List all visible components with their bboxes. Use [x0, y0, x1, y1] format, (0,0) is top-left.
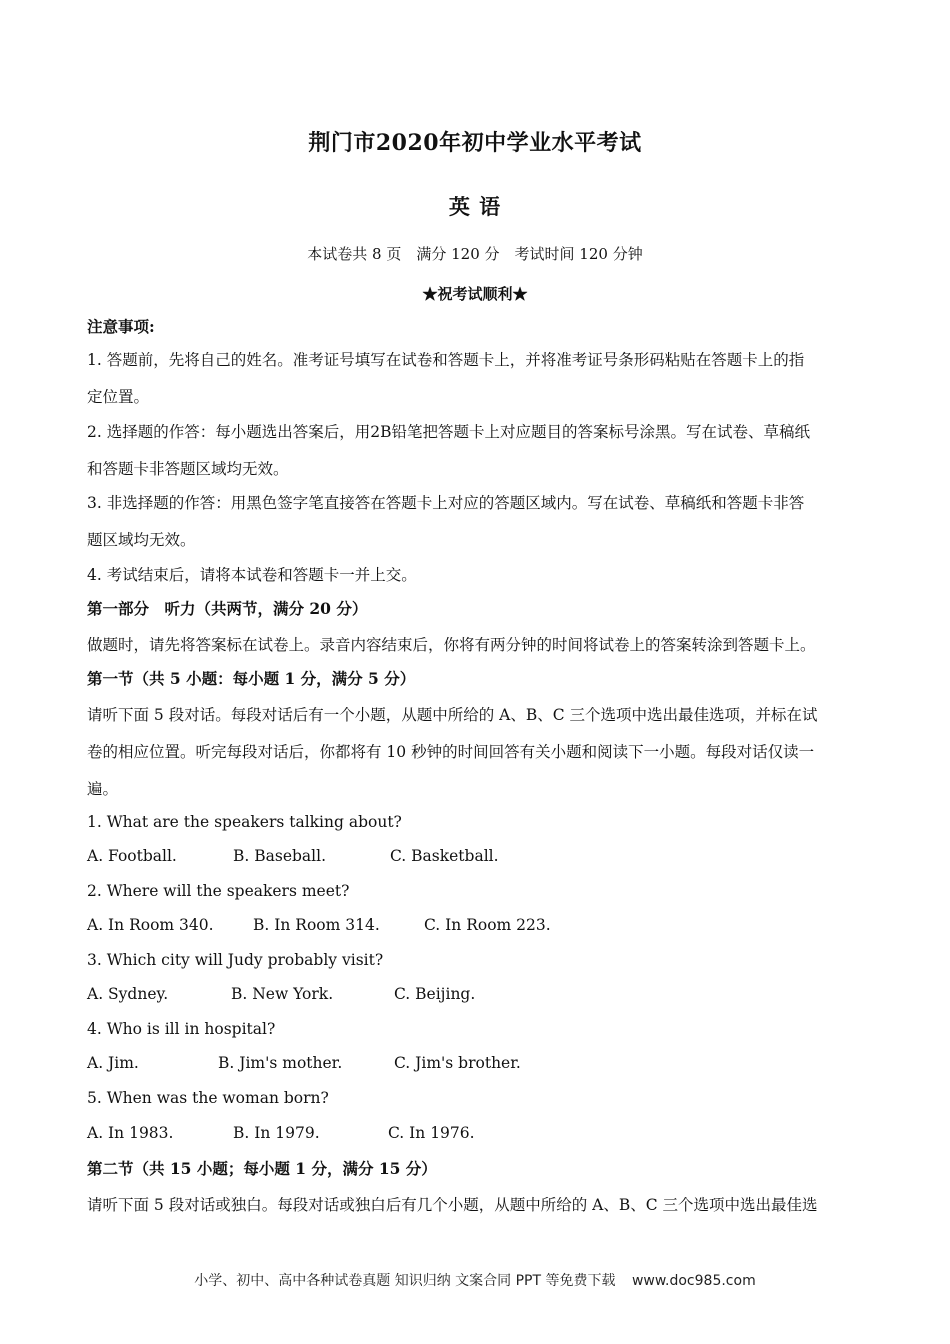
note-line: 2. 选择题的作答：每小题选出答案后，用2B铅笔把答题卡上对应题目的答案标号涂黑。写在试卷、草稿纸 — [87, 423, 810, 441]
subject-heading: 英 语 — [448, 194, 502, 219]
section2-instruction: 请听下面 5 段对话或独白。每段对话或独白后有几个小题，从题中所给的 A、B、C 三个选项中选出最佳选 — [87, 1196, 818, 1214]
option-c: C. In 1976. — [388, 1124, 475, 1142]
question-text: 4. Who is ill in hospital? — [87, 1020, 276, 1038]
option-a: A. Football. — [87, 847, 177, 865]
exam-info: 本试卷共 8 页 满分 120 分 考试时间 120 分钟 — [307, 245, 643, 263]
option-c: C. Beijing. — [394, 985, 476, 1003]
note-line: 定位置。 — [87, 388, 150, 406]
section1-instruction: 遍。 — [87, 780, 119, 798]
note-line: 1. 答题前，先将自己的姓名。准考证号填写在试卷和答题卡上，并将准考证号条形码粘贴在答题卡上的指 — [87, 351, 805, 369]
question-text: 3. Which city will Judy probably visit? — [87, 951, 384, 969]
option-c: C. In Room 223. — [424, 916, 551, 934]
section2-heading: 第二节（共 15 小题；每小题 1 分，满分 15 分） — [87, 1159, 437, 1178]
option-a: A. Jim. — [87, 1054, 139, 1072]
note-line: 和答题卡非答题区域均无效。 — [87, 460, 289, 478]
option-a: A. Sydney. — [87, 985, 169, 1003]
part1-instruction: 做题时，请先将答案标在试卷上。录音内容结束后，你将有两分钟的时间将试卷上的答案转涂到答题卡上。 — [87, 636, 816, 654]
page-title: 荆门市2020年初中学业水平考试 — [308, 130, 642, 156]
question-text: 2. Where will the speakers meet? — [87, 882, 350, 900]
part1-heading: 第一部分 听力（共两节，满分 20 分） — [87, 599, 368, 618]
question-text: 5. When was the woman born? — [87, 1089, 329, 1107]
blessing-line: ★祝考试顺利★ — [422, 285, 528, 303]
note-line: 4. 考试结束后，请将本试卷和答题卡一并上交。 — [87, 566, 417, 584]
question-text: 1. What are the speakers talking about? — [87, 813, 402, 831]
option-c: C. Jim's brother. — [394, 1054, 521, 1072]
option-b: B. Jim's mother. — [218, 1054, 343, 1072]
section1-heading: 第一节（共 5 小题：每小题 1 分，满分 5 分） — [87, 669, 416, 688]
option-c: C. Basketball. — [390, 847, 499, 865]
notes-heading: 注意事项: — [87, 317, 155, 336]
option-b: B. In 1979. — [233, 1124, 320, 1142]
option-b: B. New York. — [231, 985, 334, 1003]
footer-link[interactable]: www.doc985.com — [631, 1273, 756, 1289]
option-a: A. In Room 340. — [87, 916, 214, 934]
section1-instruction: 卷的相应位置。听完每段对话后，你都将有 10 秒钟的时间回答有关小题和阅读下一小题。每段对话仅读一 — [87, 743, 815, 761]
note-line: 题区域均无效。 — [87, 531, 196, 549]
footer — [0, 1270, 950, 1290]
option-b: B. Baseball. — [233, 847, 327, 865]
option-a: A. In 1983. — [87, 1124, 174, 1142]
section1-instruction: 请听下面 5 段对话。每段对话后有一个小题，从题中所给的 A、B、C 三个选项中选出最佳选项，并标在试 — [87, 706, 818, 724]
footer-text: 小学、初中、高中各种试卷真题 知识归纳 文案合同 PPT 等免费下载 — [194, 1273, 616, 1289]
note-line: 3. 非选择题的作答：用黑色签字笔直接答在答题卡上对应的答题区域内。写在试卷、草稿纸和答题卡非答 — [87, 494, 805, 512]
option-b: B. In Room 314. — [253, 916, 380, 934]
